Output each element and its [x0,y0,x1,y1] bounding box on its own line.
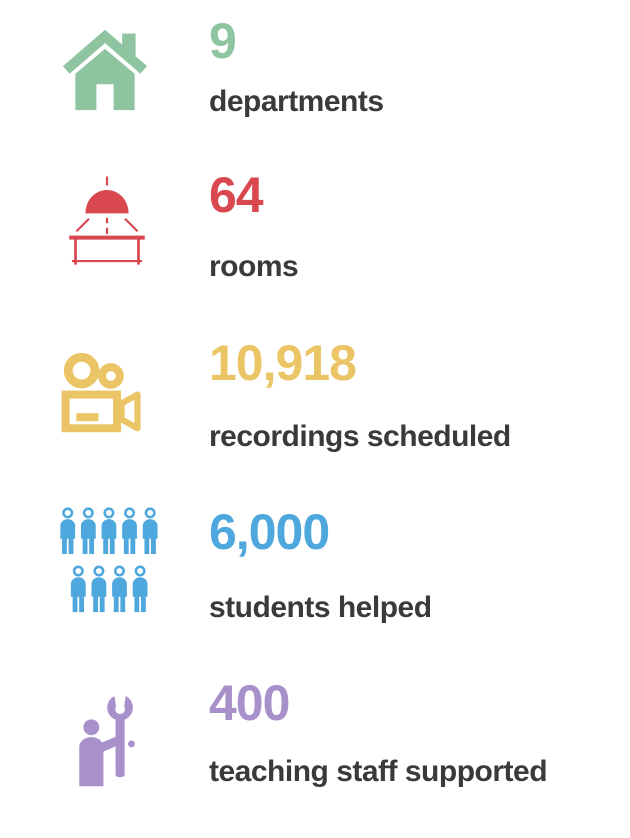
stat-label: departments [209,85,384,118]
stat-label: rooms [209,250,299,283]
video-camera-icon [57,352,147,446]
stat-row-staff [0,662,630,838]
stat-value: 9 [209,13,236,69]
lamp-table-icon [62,172,152,270]
stat-value: 10,918 [209,335,356,391]
stat-label: students helped [209,591,432,624]
stat-row-recordings [0,322,630,491]
person-wrench-icon [73,688,149,790]
stat-value: 6,000 [209,504,330,560]
stat-label: teaching staff supported [209,755,548,788]
home-icon [57,24,153,112]
stat-row-students [0,491,630,662]
stat-value: 64 [209,167,263,223]
people-group-icon [57,507,163,619]
stat-value: 400 [209,675,290,731]
stat-row-rooms [0,154,630,322]
stat-row-departments [0,0,630,154]
stat-label: recordings scheduled [209,420,511,453]
